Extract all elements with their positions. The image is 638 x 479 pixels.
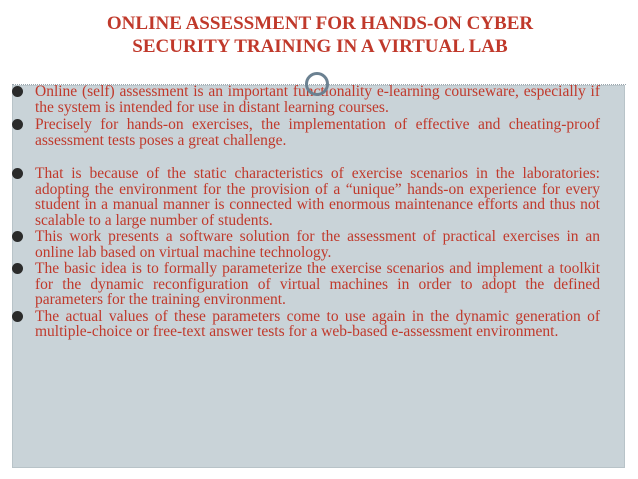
title-line-2: SECURITY TRAINING IN A VIRTUAL LAB	[132, 36, 508, 57]
bullet-text: That is because of the static characteristics of exercise scenarios in the laboratories: adopting the environment for the provision of a “unique” hands-on experience for every student in a manual manner is connected with enormous maintenance efforts and thus not scalable to a large number of students.	[35, 165, 600, 229]
bullet-dot-icon	[12, 86, 23, 97]
bullet-dot-icon	[12, 263, 23, 274]
bullet-item	[10, 229, 600, 260]
bullet-item	[10, 309, 600, 340]
bullet-text: Online (self) assessment is an important functionality e-learning courseware, especially if the system is intended for use in distant learning courses.	[35, 83, 600, 116]
bullet-text: The actual values of these parameters come to use again in the dynamic generation of multiple-choice or free-text answer tests for a web-based e-assessment environment.	[35, 307, 600, 340]
slide-title	[40, 12, 600, 58]
highlight-ring-icon	[305, 72, 329, 96]
bullet-item	[10, 117, 600, 148]
bullet-dot-icon	[12, 311, 23, 322]
bullet-text: Precisely for hands-on exercises, the implementation of effective and cheating-proof assessment tests poses a great challenge.	[35, 116, 600, 149]
bullet-list	[10, 84, 600, 340]
bullet-dot-icon	[12, 119, 23, 130]
bullet-item	[10, 166, 600, 228]
bullet-dot-icon	[12, 231, 23, 242]
bullet-item	[10, 261, 600, 308]
bullet-text: The basic idea is to formally parameterize the exercise scenarios and implement a toolkit for the dynamic reconfiguration of virtual machines in order to adopt the defined parameters for the training environment.	[35, 260, 600, 308]
bullet-dot-icon	[12, 168, 23, 179]
title-line-1: ONLINE ASSESSMENT FOR HANDS-ON CYBER	[106, 13, 534, 34]
bullet-text: This work presents a software solution for the assessment of practical exercises in an online lab based on virtual machine technology.	[35, 228, 600, 261]
